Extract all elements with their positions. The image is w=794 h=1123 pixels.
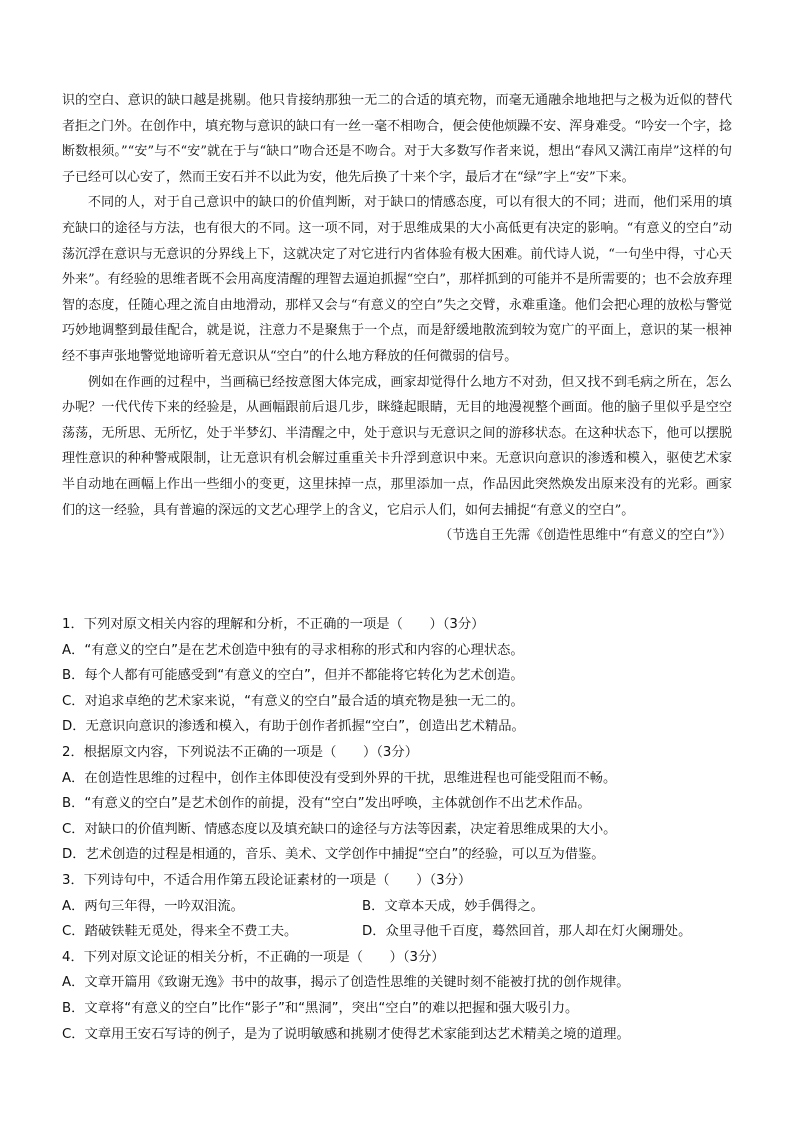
question-4-option-c: C．文章用王安石写诗的例子，是为了说明敏感和挑剔才使得艺术家能到达艺术精美之境的道理。 [62, 1026, 630, 1042]
question-2-stem: 2．根据原文内容，下列说法不正确的一项是（ ）（3分） [62, 744, 418, 760]
question-3-options-row-2 [62, 919, 732, 945]
question-4-option-a: A．文章开篇用《致谢无逸》书中的故事，揭示了创造性思维的关键时刻不能被打扰的创作规律。 [62, 975, 630, 991]
reading-passage [62, 88, 732, 549]
question-2-option-a: A．在创造性思维的过程中，创作主体即使没有受到外界的干扰，思维进程也可能受阻而不畅。 [62, 770, 617, 786]
question-1-option-a: A．“有意义的空白”是在艺术创造中独有的寻求相称的形式和内容的心理状态。 [62, 642, 524, 658]
question-2-option-c: C．对缺口的价值判断、情感态度以及填充缺口的途径与方法等因素，决定着思维成果的大小。 [62, 821, 617, 837]
question-4-option-b: B．文章将“有意义的空白”比作“影子”和“黑洞”，突出“空白”的难以把握和强大吸引力。 [62, 1000, 579, 1016]
question-2-option-b: B．“有意义的空白”是艺术创作的前提，没有“空白”发出呼唤，主体就创作不出艺术作品。 [62, 796, 591, 812]
questions-section [62, 612, 732, 1047]
question-3-options-row-1 [62, 894, 732, 920]
question-1-option-c: C．对追求卓绝的艺术家来说，“有意义的空白”最合适的填充物是独一无二的。 [62, 693, 524, 709]
question-1-stem: 1．下列对原文相关内容的理解和分析，不正确的一项是（ ）（3分） [62, 617, 485, 632]
question-2-option-d: D．艺术创造的过程是相通的，音乐、美术、文学创作中捕捉“空白”的经验，可以互为借鉴。 [62, 847, 605, 863]
question-4-stem: 4．下列对原文论证的相关分析，不正确的一项是（ ）（3分） [62, 949, 445, 965]
question-3-option-a: A．两句三年得，一吟双泪流。 [62, 898, 244, 914]
passage-paragraph-2: 不同的人，对于自己意识中的缺口的价值判断，对于缺口的情感态度，可以有很大的不同；进而，他们采用的填充缺口的途径与方法，也有很大的不同。这一项不同，对于思维成果的大小高低更有决定的影响。“有意义的空白”动荡沉浮在意识与无意识的分界线上下，这就决定了对它进行内省体验有极大困难。前代诗人说，“一句坐中得，寸心天外来”。有经验的思维者既不会用高度清醒的理智去逼迫抓握“空白”，那样抓到的可能并不是所需要的；也不会放弃理智的态度，任随心理之流自由地滑动，那样又会与“有意义的空白”失之交臂，永难重逢。他们会把心理的放松与警觉巧妙地调整到最佳配合，就是说，注意力不是聚焦于一个点，而是舒缓地散流到较为宽广的平面上，意识的某一根神经不事声张地警觉地谛听着无意识从“空白”的什么地方释放的任何微弱的信号。 [62, 195, 732, 364]
question-3-option-b: B．文章本天成，妙手偶得之。 [362, 898, 544, 914]
passage-paragraph-3: 例如在作画的过程中，当画稿已经按意图大体完成，画家却觉得什么地方不对劲，但又找不到毛病之所在，怎么办呢？一代代传下来的经验是，从画幅跟前后退几步，眯缝起眼睛，无目的地漫视整个画面。他的脑子里似乎是空空荡荡，无所思、无所忆，处于半梦幻、半清醒之中，处于意识与无意识之间的游移状态。在这种状态下，他可以摆脱理性意识的种种警戒限制，让无意识有机会解过重重关卡升浮到意识中来。无意识向意识的渗透和模入，驱使艺术家半自动地在画幅上作出一些细小的变更，这里抹掉一点，那里添加一点，作品因此突然焕发出原来没有的光彩。画家们的这一经验，具有普遍的深远的文艺心理学上的含义，它启示人们，如何去捕捉“有意义的空白”。 [62, 374, 732, 518]
question-3-stem: 3．下列诗句中，不适合用作第五段论证素材的一项是（ ）（3分） [62, 872, 472, 888]
question-1-option-d: D．无意识向意识的渗透和模入，有助于创作者抓握“空白”，创造出艺术精品。 [62, 719, 525, 735]
passage-source: （节选自王先霈《创造性思维中“有意义的空白”》） [439, 528, 732, 544]
question-3-option-d: D．众里寻他千百度，蓦然回首，那人却在灯火阑珊处。 [362, 924, 692, 940]
question-1-option-b: B．每个人都有可能感受到“有意义的空白”，但并不都能将它转化为艺术创造。 [62, 668, 524, 684]
passage-paragraph-1: 识的空白、意识的缺口越是挑剔。他只肯接纳那独一无二的合适的填充物，而毫无通融余地地把与之极为近似的替代者拒之门外。在创作中，填充物与意识的缺口有一丝一毫不相吻合，便会使他烦躁不安、浑身难受。“吟安一个字，捻断数根须。”“安”与不“安”就在于与“缺口”吻合还是不吻合。对于大多数写作者来说，想出“春风又满江南岸”这样的句子已经可以心安了，然而王安石并不以此为安，他先后换了十来个字，最后才在“绿”字上“安”下来。 [62, 93, 732, 185]
question-3-option-c: C．踏破铁鞋无觅处，得来全不费工夫。 [62, 924, 298, 940]
